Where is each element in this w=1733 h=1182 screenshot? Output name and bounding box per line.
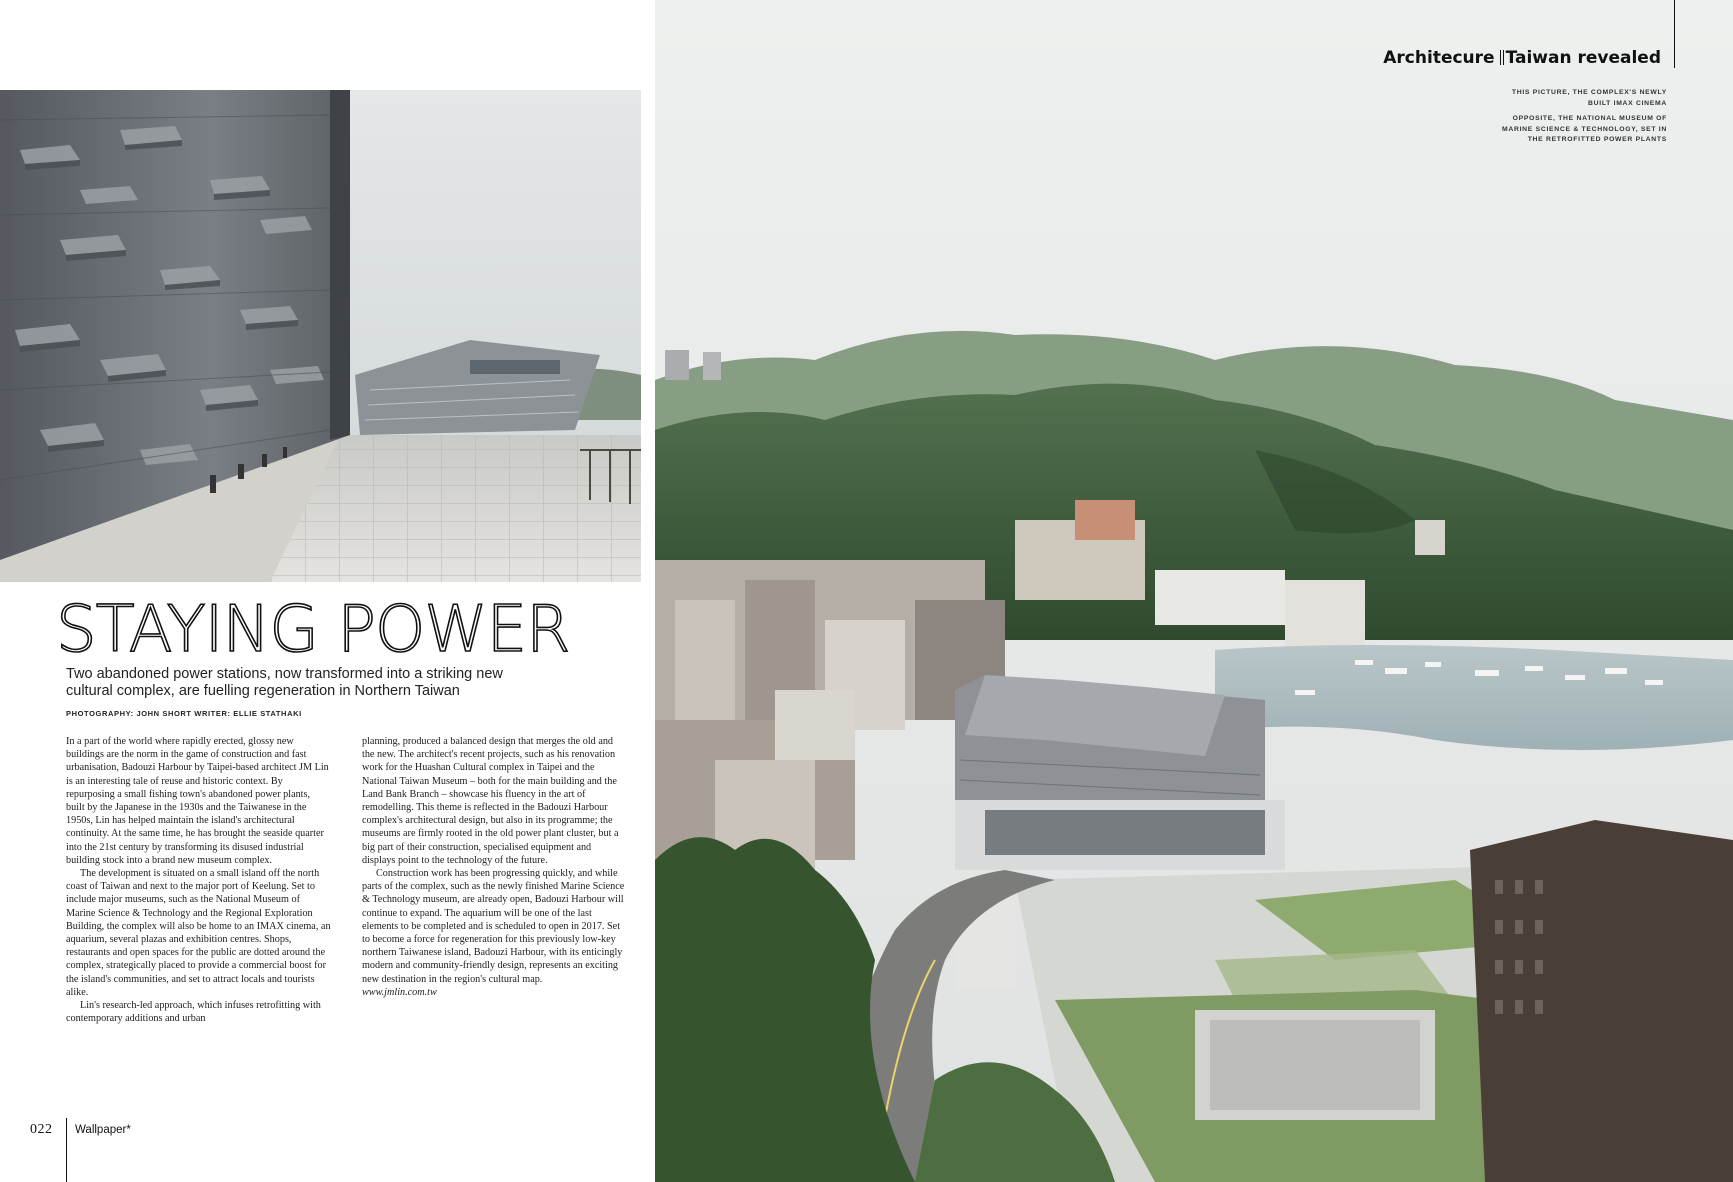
body-paragraph: In a part of the world where rapidly erected, glossy new buildings are the norm in the game of construction and fast urbanisation, Badouzi Harbour by Taipei-based architect JM Lin is an interesting tale of reuse and historic context. By repurposing a small fishing town's abandoned power plants, built by the Japanese in the 1930s and the Taiwanese in the 1950s, Lin has helped maintain the island's architectural continuity. At the same time, he has brought the seaside quarter into the 21st century by transforming its disused industrial building stock into a brand new museum complex. — [66, 736, 329, 866]
body-paragraph: planning, produced a balanced design that merges the old and the new. The architect's recent projects, such as his renovation work for the Huashan Cultural complex in Taipei and the National Taiwan Museum – both for the main building and the Land Bank Branch – showcase his fluency in the art of remodelling. This theme is reflected in the Badouzi Harbour complex's architectural design, but also in its programme; the museums are firmly rooted in the old power plant cluster, but a big part of their construction, specialised equipment and displays point to the technology of the future. — [362, 736, 619, 866]
museum-terrace-photo — [0, 90, 641, 582]
header-rule — [1674, 0, 1675, 68]
photo-captions — [1497, 88, 1667, 151]
harbour-aerial-photo — [655, 0, 1733, 1182]
body-paragraph: Lin's research-led approach, which infuses retrofitting with contemporary additions and urban — [66, 1000, 321, 1025]
section-title-right: Taiwan revealed — [1505, 48, 1661, 68]
footer-divider — [66, 1118, 67, 1182]
credits: PHOTOGRAPHY: JOHN SHORT WRITER: ELLIE STATHAKI — [66, 709, 302, 718]
caption: OPPOSITE, THE NATIONAL MUSEUM OF MARINE SCIENCE & TECHNOLOGY, SET IN THE RETROFITTED POWER PLANTS — [1502, 115, 1667, 143]
body-paragraph: The development is situated on a small island off the north coast of Taiwan and next to the major port of Keelung. Set to include major museums, such as the National Museum of Marine Science & Technology and the Regional Exploration Building, the complex will also be home to an IMAX cinema, an aquarium, several plazas and exhibition centres. Shops, restaurants and open spaces for the public are dotted around the complex, strategically placed to provide a commercial boost for the island's communities, and set to attract locals and tourists alike. — [66, 868, 331, 998]
section-title-left: Architecure — [1383, 48, 1495, 68]
body-paragraph: Construction work has been progressing quickly, and while parts of the complex, such as the newly finished Marine Science & Technology museum, are already open, Badouzi Harbour will continue to expand. The aquarium will be one of the last elements to be completed and is scheduled to open in 2017. Set to become a force for regeneration for this previously low-key northern Taiwanese island, Badouzi Harbour, with its enticingly modern and community-friendly design, represents an exciting new destination in the region's cultural map. — [362, 868, 625, 985]
left-page — [0, 0, 655, 1182]
body-column-1 — [66, 735, 331, 1025]
page-number: 022 — [30, 1122, 53, 1137]
section-title-divider — [1500, 50, 1501, 65]
left-photo — [0, 90, 641, 582]
caption: THIS PICTURE, THE COMPLEX'S NEWLY BUILT IMAX CINEMA — [1511, 89, 1667, 107]
magazine-logo: Wallpaper* — [75, 1124, 131, 1136]
website-link[interactable]: www.jmlin.com.tw — [362, 986, 437, 998]
right-photo — [655, 0, 1733, 1182]
standfirst: Two abandoned power stations, now transformed into a striking new cultural complex, are fuelling regeneration in Northern Taiwan — [66, 666, 503, 699]
body-column-2 — [362, 735, 627, 999]
section-title — [1383, 48, 1661, 68]
right-page — [655, 0, 1733, 1182]
headline: STAYING POWER — [56, 593, 570, 667]
